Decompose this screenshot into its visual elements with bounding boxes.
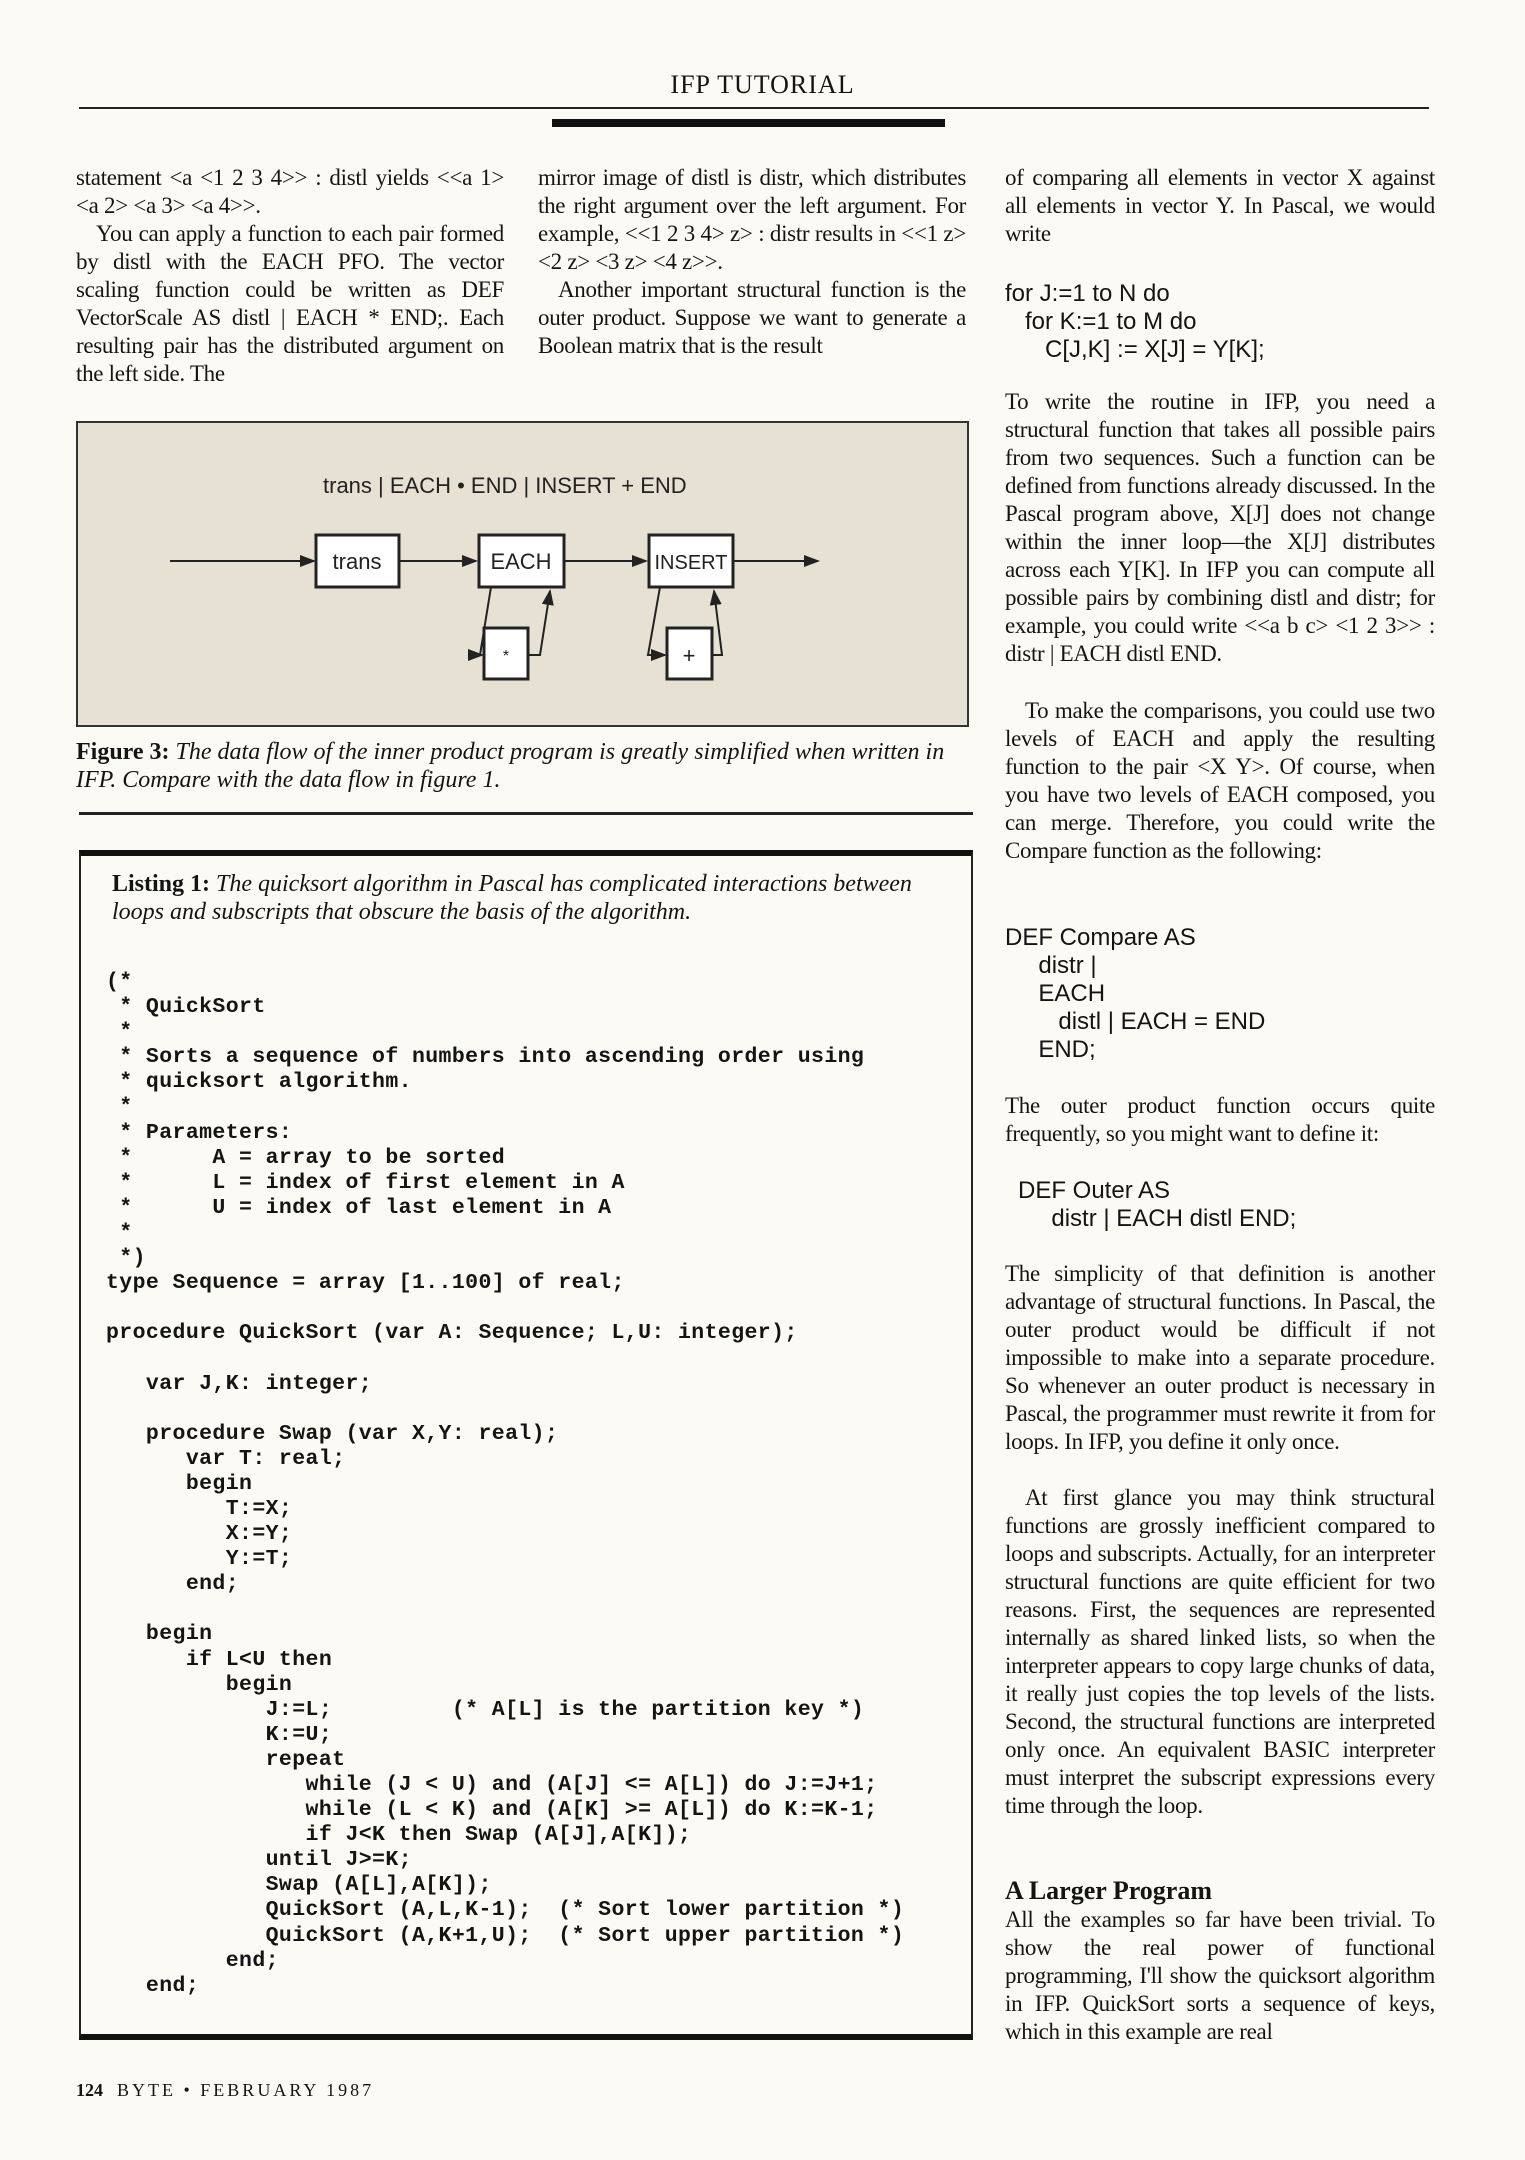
code-line: C[J,K] := X[J] = Y[K]; — [1005, 336, 1265, 363]
section-heading: A Larger Program — [1005, 1876, 1212, 1905]
code-line: K:=U; — [106, 1722, 333, 1747]
column-3-p7 — [1005, 1906, 1435, 2046]
figure-3-diagram — [76, 421, 969, 727]
code-line — [106, 1597, 904, 1622]
code-line: for J:=1 to N do — [1005, 280, 1170, 307]
code-line: begin — [106, 1471, 253, 1496]
page-footer — [76, 2080, 374, 2101]
code-line: end; — [106, 1948, 279, 1973]
code-line: end; — [106, 1973, 200, 1998]
code-line: QuickSort (A,L,K-1); (* Sort lower partition *) — [106, 1898, 905, 1923]
code-line: (* — [106, 970, 133, 994]
code-line: begin — [106, 1672, 293, 1697]
header-bar — [552, 119, 945, 127]
code-line: DEF Compare AS — [1005, 924, 1196, 951]
code-line: while (L < K) and (A[K] >= A[L]) do K:=K-1; — [106, 1798, 878, 1823]
code-line: distr | EACH distl END; — [1018, 1205, 1297, 1232]
code-line: * — [106, 1095, 133, 1120]
code-snippet-outer — [1018, 1177, 1448, 1233]
code-line: if J<K then Swap (A[J],A[K]); — [106, 1823, 692, 1848]
listing-label: Listing 1: — [112, 871, 211, 897]
paragraph: To write the routine in IFP, you need a structural function that takes all possible pairs from two sequences. Such a function can be defined from functions already discussed. In the Pascal program above, X[J] does not change within the inner loop—the X[J] distributes across each Y[K]. In IFP you can compute all possible pairs by combining distl and distr; for example, you could write <<a b c> <1 2 3>> : distr | EACH distl END. — [1005, 389, 1435, 666]
code-line: * QuickSort — [106, 995, 266, 1020]
code-line: DEF Outer AS — [1018, 1177, 1171, 1204]
code-listing — [106, 970, 904, 1999]
code-line: * Sorts a sequence of numbers into ascending order using — [106, 1045, 865, 1070]
code-snippet-compare — [1005, 924, 1435, 1064]
code-line — [106, 1346, 904, 1371]
multiply-label: * — [502, 648, 510, 665]
code-line: procedure Swap (var X,Y: real); — [106, 1421, 559, 1446]
paragraph: statement <a <1 2 3 4>> : distl yields <<a 1> <a 2> <a 3> <a 4>>. — [76, 165, 504, 218]
each-label: EACH — [490, 549, 552, 574]
column-2 — [538, 164, 966, 360]
page-number: 124 — [76, 2080, 103, 2100]
code-line: QuickSort (A,K+1,U); (* Sort upper partition *) — [106, 1923, 905, 1948]
paragraph: At first glance you may think structural functions are grossly inefficient compared to loops and subscripts. Actually, for an interpreter structural functions are quite efficient for two reasons. First, the sequences are represented internally as shared linked lists, so when the interpreter appears to copy large chunks of data, it really just copies the top levels of the lists. Second, the structural functions are interpreted only once. An equivalent BASIC interpreter must interpret the subscript expressions every time through the loop. — [1005, 1485, 1435, 1818]
running-header: IFP TUTORIAL — [670, 70, 855, 99]
code-line: * — [106, 1220, 133, 1245]
code-line — [106, 1296, 904, 1321]
code-snippet-loop — [1005, 280, 1435, 364]
code-line: * quicksort algorithm. — [106, 1070, 412, 1095]
trans-label: trans — [332, 549, 382, 574]
listing-rule — [79, 812, 973, 815]
column-3-p6 — [1005, 1484, 1435, 1820]
code-line: EACH — [1005, 980, 1106, 1007]
code-line: END; — [1005, 1036, 1096, 1063]
code-line: * — [106, 1020, 133, 1045]
code-line: end; — [106, 1572, 240, 1597]
code-line: *) — [106, 1246, 146, 1271]
column-3-p4 — [1005, 1092, 1435, 1148]
plus-label: + — [682, 643, 696, 668]
paragraph: Another important structural function is the outer product. Suppose we want to generate a Boolean matrix that is the result — [538, 277, 966, 358]
paragraph: The simplicity of that definition is another advantage of structural functions. In Pascal, the outer product would be difficult if not impossible to make into a separate procedure. So whenever an outer product is necessary in Pascal, the programmer must rewrite it from for loops. In IFP, you define it only once. — [1005, 1261, 1435, 1454]
code-line: * Parameters: — [106, 1120, 293, 1145]
code-line: while (J < U) and (A[J] <= A[L]) do J:=J+1; — [106, 1773, 878, 1797]
code-line — [106, 1397, 904, 1422]
code-line: until J>=K; — [106, 1848, 412, 1873]
code-line: var J,K: integer; — [106, 1371, 373, 1396]
code-line: begin — [106, 1622, 213, 1647]
code-line: if L<U then — [106, 1647, 333, 1672]
paragraph: The outer product function occurs quite frequently, so you might want to define it: — [1005, 1093, 1435, 1146]
code-line: T:=X; — [106, 1496, 293, 1521]
code-line: * A = array to be sorted — [106, 1145, 506, 1170]
code-line: * U = index of last element in A — [106, 1195, 612, 1220]
figure-caption-text: The data flow of the inner product program is greatly simplified when written in IFP. Compare with the data flow in figure 1. — [76, 739, 945, 793]
code-line: var T: real; — [106, 1446, 346, 1471]
header-rule — [79, 107, 1429, 109]
paragraph: of comparing all elements in vector X against all elements in vector Y. In Pascal, we would write — [1005, 165, 1435, 246]
publication-info: BYTE • FEBRUARY 1987 — [117, 2080, 375, 2100]
code-line: distl | EACH = END — [1005, 1008, 1266, 1035]
column-3-p5 — [1005, 1260, 1435, 1456]
code-line: Y:=T; — [106, 1547, 293, 1572]
figure-formula: trans | EACH • END | INSERT + END — [323, 473, 687, 498]
listing-caption — [112, 870, 932, 926]
code-line: type Sequence = array [1..100] of real; — [106, 1271, 625, 1296]
insert-label: INSERT — [654, 552, 728, 574]
paragraph: mirror image of distl is distr, which distributes the right argument over the left argument. For example, <<1 2 3 4> z> : distr results in <<1 z> <2 z> <3 z> <4 z>>. — [538, 165, 966, 274]
column-3-p2 — [1005, 388, 1435, 668]
code-line: * L = index of first element in A — [106, 1170, 625, 1195]
paragraph: You can apply a function to each pair formed by distl with the EACH PFO. The vector scaling function could be written as DEF VectorScale AS distl | EACH * END;. Each resulting pair has the distributed argument on the left side. The — [76, 221, 504, 386]
figure-label: Figure 3: — [76, 739, 170, 765]
code-line: distr | — [1005, 952, 1097, 979]
listing-caption-text: The quicksort algorithm in Pascal has complicated interactions between loops and subscripts that obscure the basis of the algorithm. — [112, 871, 912, 925]
paragraph: All the examples so far have been trivial. To show the real power of functional programming, I'll show the quicksort algorithm in IFP. QuickSort sorts a sequence of keys, which in this example are real — [1005, 1907, 1435, 2044]
column-1 — [76, 164, 504, 388]
code-line: X:=Y; — [106, 1522, 293, 1547]
paragraph: To make the comparisons, you could use two levels of EACH and apply the resulting function to the pair <X Y>. Of course, when you have two levels of EACH composed, you can merge. Therefore, you could write the Compare function as the following: — [1005, 698, 1435, 863]
code-line: J:=L; (* A[L] is the partition key *) — [106, 1697, 865, 1722]
figure-caption — [76, 738, 976, 794]
column-3-p1 — [1005, 164, 1435, 248]
column-3-p3 — [1005, 697, 1435, 865]
code-line: Swap (A[L],A[K]); — [106, 1873, 492, 1898]
code-line: repeat — [106, 1747, 346, 1772]
code-line: for K:=1 to M do — [1005, 308, 1197, 335]
code-line: procedure QuickSort (var A: Sequence; L,U: integer); — [106, 1321, 798, 1346]
